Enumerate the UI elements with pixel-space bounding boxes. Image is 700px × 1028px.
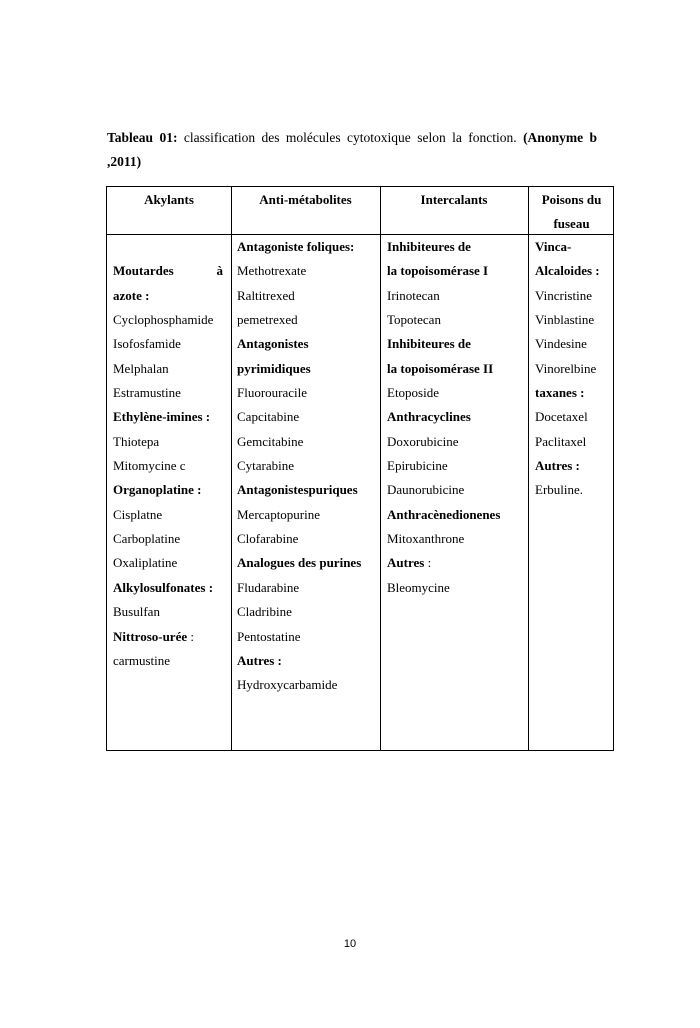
header-akylants: Akylants bbox=[144, 192, 194, 207]
list-item: Bleomycine bbox=[387, 579, 450, 595]
list-item: Clofarabine bbox=[237, 531, 299, 547]
caption-text: classification des molécules cytotoxique selon la fonction. bbox=[177, 130, 524, 145]
list-item: carmustine bbox=[113, 652, 171, 668]
header-poisons-line2: fuseau bbox=[553, 216, 590, 231]
list-item: Etoposide bbox=[387, 385, 439, 401]
list-item: taxanes : bbox=[535, 385, 585, 401]
list-item: Autres : bbox=[535, 458, 580, 474]
nittroso-colon: : bbox=[187, 628, 194, 644]
list-item: Alkylosulfonates : bbox=[113, 579, 214, 595]
list-item: Epirubicine bbox=[387, 458, 448, 474]
column-divider-2 bbox=[380, 187, 381, 750]
list-item: Inhibiteures de bbox=[387, 336, 471, 352]
list-item: Vinblastine bbox=[535, 312, 595, 328]
list-item: Vinca- bbox=[535, 239, 572, 254]
list-item: Cisplatne bbox=[113, 506, 163, 522]
list-item: la topoisomérase I bbox=[387, 263, 489, 279]
list-item: la topoisomérase II bbox=[387, 360, 494, 376]
column-intercalants bbox=[387, 235, 500, 600]
list-item: Doxorubicine bbox=[387, 433, 459, 449]
list-item: Estramustine bbox=[113, 385, 181, 401]
table-caption bbox=[107, 126, 597, 174]
list-item: Thiotepa bbox=[113, 433, 160, 449]
list-item: Daunorubicine bbox=[387, 482, 465, 498]
list-item: Melphalan bbox=[113, 360, 169, 376]
moutardes-left: Moutardes bbox=[113, 263, 174, 279]
list-item: Vindesine bbox=[535, 336, 587, 352]
column-poisons-du-fuseau bbox=[535, 235, 600, 503]
list-item: Antagonistes bbox=[237, 336, 309, 352]
list-item: Cyclophosphamide bbox=[113, 312, 214, 328]
list-item: Antagonistespuriques bbox=[237, 482, 358, 498]
list-item: Isofosfamide bbox=[113, 336, 181, 352]
classification-table bbox=[106, 186, 614, 751]
page-number: 10 bbox=[343, 938, 357, 950]
list-item: Mercaptopurine bbox=[237, 506, 321, 522]
list-item: Raltitrexed bbox=[237, 287, 295, 303]
list-item: Irinotecan bbox=[387, 287, 440, 303]
header-poisons-du-fuseau bbox=[528, 187, 615, 234]
header-intercalants: Intercalants bbox=[420, 192, 488, 207]
list-item bbox=[113, 625, 223, 649]
list-item bbox=[387, 551, 500, 575]
list-item: Anthracènedionenes bbox=[387, 506, 501, 522]
list-item: Busulfan bbox=[113, 604, 160, 620]
column-akylants bbox=[113, 235, 223, 673]
list-item: Mitoxanthrone bbox=[387, 531, 465, 547]
header-poisons-line1: Poisons du bbox=[541, 192, 602, 207]
caption-source: (Anonyme b ,2011) bbox=[107, 130, 597, 169]
list-item: Cytarabine bbox=[237, 458, 295, 474]
list-item: Organoplatine : bbox=[113, 482, 202, 498]
list-item: Topotecan bbox=[387, 312, 441, 328]
list-item: pemetrexed bbox=[237, 312, 298, 328]
list-item: Fluorouracile bbox=[237, 385, 308, 401]
list-item: Pentostatine bbox=[237, 628, 301, 644]
list-item bbox=[113, 235, 223, 259]
column-anti-metabolites bbox=[237, 235, 361, 698]
list-item: Autres : bbox=[237, 652, 282, 668]
nittroso-label: Nittroso-urée bbox=[113, 628, 188, 644]
list-item: Gemcitabine bbox=[237, 433, 304, 449]
column-divider-1 bbox=[231, 187, 232, 750]
list-item: Methotrexate bbox=[237, 263, 307, 279]
column-divider-3 bbox=[528, 187, 529, 750]
caption-label: Tableau 01: bbox=[107, 130, 178, 145]
list-item bbox=[113, 259, 223, 283]
list-item: pyrimidiques bbox=[237, 360, 311, 376]
autres-label: Autres bbox=[387, 555, 425, 571]
list-item: azote : bbox=[113, 287, 150, 303]
list-item: Analogues des purines bbox=[237, 555, 362, 571]
list-item: Erbuline. bbox=[535, 482, 584, 498]
header-anti-metabolites: Anti-métabolites bbox=[259, 192, 352, 207]
list-item: Oxaliplatine bbox=[113, 555, 178, 571]
list-item: Capcitabine bbox=[237, 409, 300, 425]
list-item: Anthracyclines bbox=[387, 409, 471, 425]
list-item: Inhibiteures de bbox=[387, 239, 471, 254]
list-item: Docetaxel bbox=[535, 409, 588, 425]
list-item: Antagoniste foliques: bbox=[237, 239, 355, 254]
list-item: Mitomycine c bbox=[113, 458, 186, 474]
moutardes-right: à bbox=[216, 263, 223, 279]
list-item: Vinorelbine bbox=[535, 360, 597, 376]
list-item: Ethylène-imines : bbox=[113, 409, 211, 425]
list-item: Cladribine bbox=[237, 604, 292, 620]
list-item: Vincristine bbox=[535, 287, 592, 303]
list-item: Hydroxycarbamide bbox=[237, 677, 338, 693]
list-item: Paclitaxel bbox=[535, 433, 587, 449]
list-item: Fludarabine bbox=[237, 579, 300, 595]
list-item: Carboplatine bbox=[113, 531, 181, 547]
list-item: Alcaloides : bbox=[535, 263, 600, 279]
autres-colon: : bbox=[424, 555, 432, 571]
